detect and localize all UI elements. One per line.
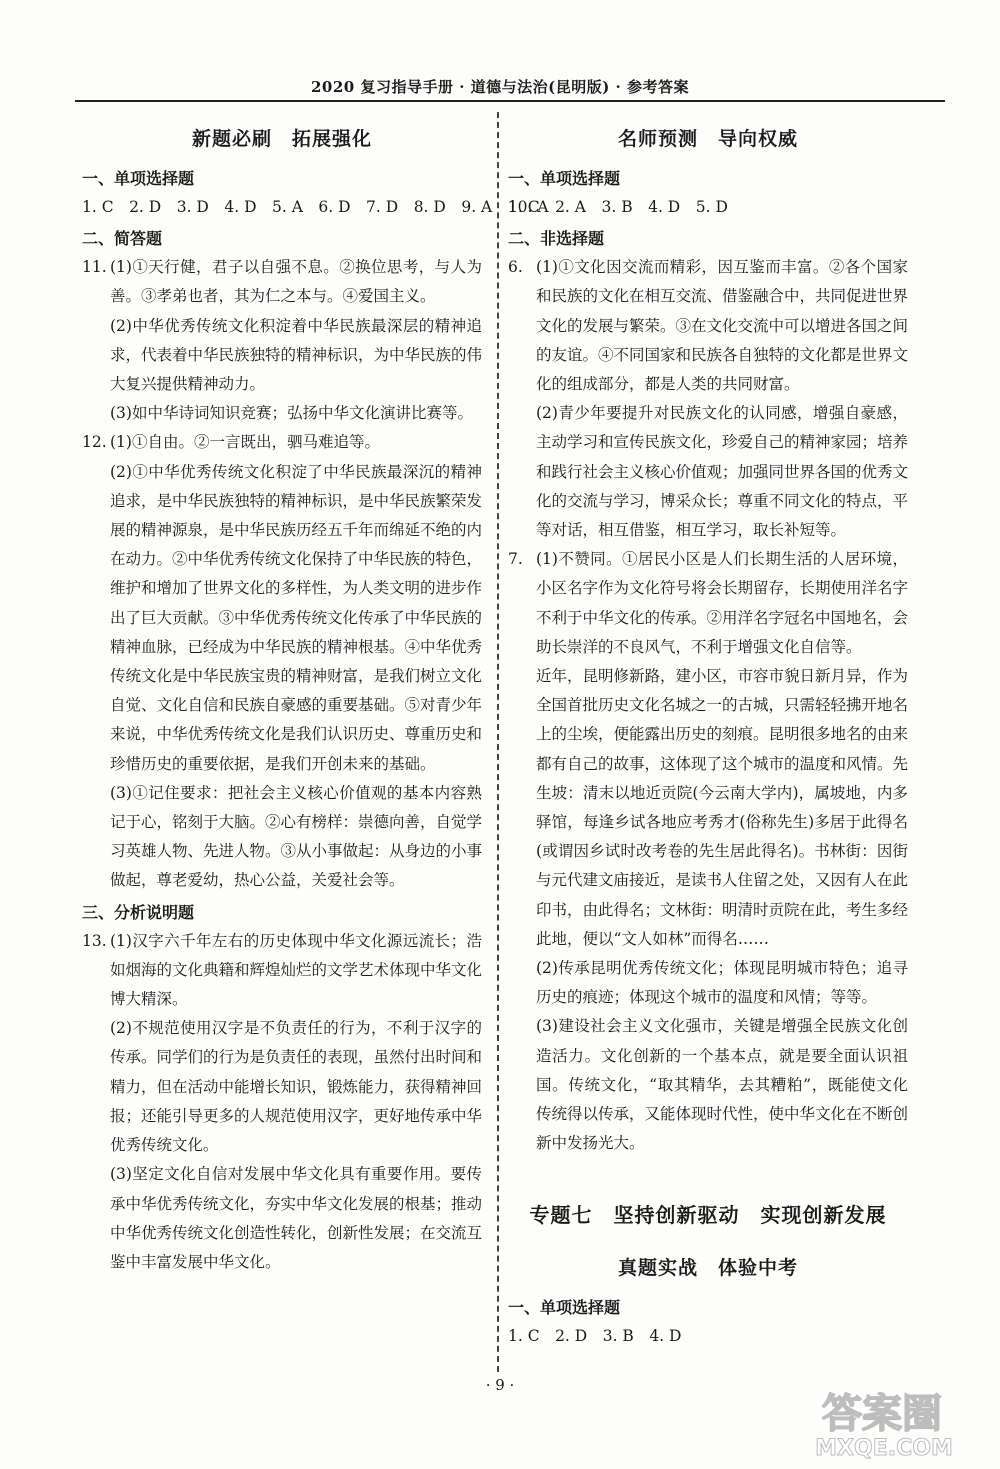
left-mcq-answers: 1. C 2. D 3. D 4. D 5. A 6. D 7. D 8. D 9. A 10. A [82,198,549,216]
question-number: 12. [82,433,107,452]
answer-part: (2)传承昆明优秀传统文化；体现昆明城市特色；追寻历史的痕迹；体现这个城市的温度和风情；等等。 [536,959,908,1007]
right-mcq-answers: 1. C 2. A 3. B 4. D 5. D [508,198,728,216]
topic-title: 专题七 坚持创新驱动 实现创新发展 [529,1202,887,1227]
answer-part: (3)坚定文化自信对发展中华文化具有重要作用。要传承中华优秀传统文化，夯实中华文化发展的根基；推动中华优秀传统文化创造性转化，创新性发展；在交流互鉴中丰富发展中华文化。 [110,1165,483,1271]
question-12 [82,428,482,895]
left-section-title: 新题必刷 拓展强化 [191,128,372,150]
answer-part: (2)青少年要提升对民族文化的认同感，增强自豪感，主动学习和宣传民族文化，珍爱自己的精神家园；培养和践行社会主义核心价值观；加强同世界各国的优秀文化的交流与学习，博采众长；尊重不同文化的特点，平等对话，相互借鉴，相互学习，取长补短等。 [536,404,909,540]
watermark-graphic [772,1383,992,1461]
right-mcq-heading: 一、单项选择题 [508,169,621,188]
left-analysis-heading: 三、分析说明题 [82,902,195,922]
right-section-title: 名师预测 导向权威 [617,128,798,150]
page-header: 2020 复习指导手册 · 道德与法治(昆明版) · 参考答案 [311,78,689,96]
left-column [82,118,549,1277]
question-body [110,927,482,1277]
right-column [508,118,908,1351]
answer-part: (2)①中华优秀传统文化积淀了中华民族最深沉的精神追求，是中华民族独特的精神标识，是中华民族繁荣发展的精神源泉，是中华民族历经五千年而绵延不绝的内在动力。②中华优秀传统文化保持了中华民族的特色，维护和增加了世界文化的多样性，为人类文明的进步作出了巨大贡献。③中华优秀传统文化传承了中华民族的精神血脉，已经成为中华民族的精神根基。④中华优秀传统文化是中华民族宝贵的精神财富，是我们树立文化自觉、文化自信和民族自豪感的重要基础。⑤对青少年来说，中华优秀传统文化是我们认识历史、尊重历史和珍惜历史的重要依据，是我们开创未来的基础。 [110,462,483,773]
question-6 [508,253,908,545]
answer-part: (3)①记住要求：把社会主义核心价值观的基本内容熟记于心，铭刻于大脑。②心有榜样：崇德向善，自觉学习英雄人物、先进人物。③从小事做起：从身边的小事做起，尊老爱幼，热心公益，关爱社会等。 [110,783,483,890]
answer-part: (2)中华优秀传统文化积淀着中华民族最深层的精神追求，代表着中华民族独特的精神标识，为中华民族的伟大复兴提供精神动力。 [110,316,483,394]
watermark-logo [772,1383,992,1461]
answer-part: (2)不规范使用汉字是不负责任的行为，不利于汉字的传承。同学们的行为是负责任的表现，虽然付出时间和精力，但在活动中能增长知识，锻炼能力，获得精神回报；还能引导更多的人规范使用汉字，更好地传承中华优秀传统文化。 [110,1019,483,1155]
watermark-bottom-text: MXQE.COM [815,1436,953,1461]
page-number: · 9 · [485,1376,515,1394]
question-body [110,428,482,895]
answer-part: (3)如中华诗词知识竞赛；弘扬中华文化演讲比赛等。 [110,404,473,423]
question-number: 7. [508,550,523,569]
left-mcq-heading: 一、单项选择题 [82,169,195,188]
question-number: 6. [508,258,523,277]
answer-part: (1)①自由。②一言既出，驷马难追等。 [110,433,380,452]
answer-part: (1)不赞同。①居民小区是人们长期生活的人居环境，小区名字作为文化符号将会长期留存，长期使用洋名字不利于中华文化的传承。②用洋名字冠名中国地名，会助长崇洋的不良风气，不利于增强文化自信等。 [536,550,909,656]
watermark-top-text: 答案圈 [822,1391,942,1437]
column-divider [497,112,499,1372]
question-body [536,545,908,1158]
left-short-answer-heading: 二、简答题 [82,229,163,249]
question-number: 13. [82,931,107,950]
question-11 [82,253,482,428]
answer-part: (1)汉字六千年左右的历史体现中华文化源远流长；浩如烟海的文化典籍和辉煌灿烂的文学艺术体现中华文化博大精深。 [110,931,483,1009]
right-mcq2-answers: 1. C 2. D 3. B 4. D [508,1326,682,1345]
answer-part: (3)建设社会主义文化强市，关键是增强全民族文化创造活力。文化创新的一个基本点，就是要全面认识祖国。传统文化，“取其精华，去其糟粕”，既能使文化传统得以传承，又能体现时代性，使中华文化在不断创新中发扬光大。 [536,1017,909,1153]
question-body [536,253,908,545]
answer-part: (1)①天行健，君子以自强不息。②换位思考，与人为善。③孝弟也者，其为仁之本与。④爱国主义。 [110,258,482,306]
header-rule [75,100,945,102]
question-body [110,253,482,428]
right-non-mcq-heading: 二、非选择题 [508,229,605,249]
question-13 [82,927,482,1277]
right-mcq2-heading: 一、单项选择题 [508,1297,621,1317]
exam-practice-title: 真题实战 体验中考 [617,1256,798,1279]
question-number: 11. [82,258,107,277]
answer-part: 近年，昆明修新路，建小区，市容市貌日新月异，作为全国首批历史文化名城之一的古城，只需轻轻拂开地名上的尘埃，便能露出历史的刻痕。昆明很多地名的由来都有自己的故事，这体现了这个城市的温度和风情。先生坡：清末以地近贡院(今云南大学内)，属坡地，内多驿馆，每逢乡试各地应考秀才(俗称先生)多居于此得名(或谓因乡试时改考卷的先生居此得名)。书林街：因街与元代建文庙接近，是读书人住留之处，又因有人在此印书，由此得名；文林街：明清时贡院在此，考生多经此地，便以“文人如林”而得名…… [536,667,909,948]
answer-part: (1)①文化因交流而精彩，因互鉴而丰富。②各个国家和民族的文化在相互交流、借鉴融合中，共同促进世界文化的发展与繁荣。③在文化交流中可以增进各国之间的友谊。④不同国家和民族各自独特的文化都是世界文化的组成部分，都是人类的共同财富。 [536,258,909,394]
question-7 [508,545,908,1158]
